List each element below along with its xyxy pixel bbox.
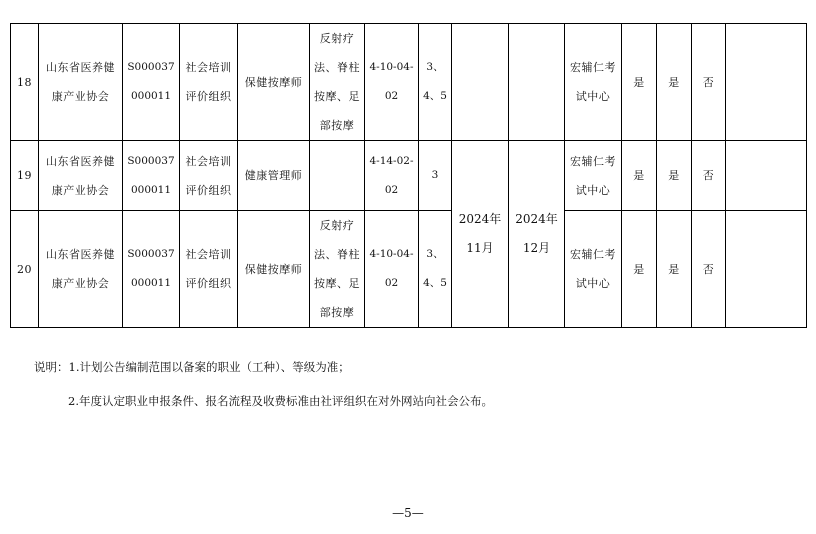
row-number: 20 [11,211,39,328]
occupation-name: 健康管理师 [238,141,310,211]
organization-type: 社会培训评价组织 [180,141,238,211]
remarks-cell [726,24,807,141]
skill-levels: 3、4、5 [419,211,452,328]
occupation-code: 4-10-04-02 [365,24,419,141]
page-number: —5— [392,506,424,520]
flag-b: 是 [657,211,692,328]
flag-a: 是 [622,24,657,141]
flag-a: 是 [622,141,657,211]
occupation-code: 4-14-02-02 [365,141,419,211]
exam-center: 宏辅仁考试中心 [565,211,622,328]
notes-section [34,359,493,409]
organization-type: 社会培训评价组织 [180,211,238,328]
organization-name: 山东省医养健康产业协会 [39,211,123,328]
row-number: 18 [11,24,39,141]
remarks-cell [726,211,807,328]
flag-c: 否 [692,24,726,141]
organization-name: 山东省医养健康产业协会 [39,141,123,211]
exam-center: 宏辅仁考试中心 [565,141,622,211]
date-end-cell [509,24,565,141]
flag-c: 否 [692,211,726,328]
occupation-code: 4-10-04-02 [365,211,419,328]
organization-code: S000037000011 [123,24,180,141]
occupation-specialty: 反射疗法、脊柱按摩、足部按摩 [310,211,365,328]
note-line: 2.年度认定职业申报条件、报名流程及收费标准由社评组织在对外网站向社会公布。 [68,394,493,408]
date-start-merged: 2024年11月 [452,141,509,328]
table-row [11,24,807,141]
occupation-specialty: 反射疗法、脊柱按摩、足部按摩 [310,24,365,141]
table-row [11,141,807,211]
organization-type: 社会培训评价组织 [180,24,238,141]
certification-plan-table [10,23,807,328]
organization-name: 山东省医养健康产业协会 [39,24,123,141]
organization-code: S000037000011 [123,141,180,211]
row-number: 19 [11,141,39,211]
skill-levels: 3、4、5 [419,24,452,141]
occupation-specialty [310,141,365,211]
remarks-cell [726,141,807,211]
date-start-cell [452,24,509,141]
organization-code: S000037000011 [123,211,180,328]
note-line: 说明：1.计划公告编制范围以备案的职业（工种）、等级为准； [34,360,350,374]
flag-b: 是 [657,24,692,141]
flag-a: 是 [622,211,657,328]
occupation-name: 保健按摩师 [238,24,310,141]
flag-c: 否 [692,141,726,211]
occupation-name: 保健按摩师 [238,211,310,328]
skill-levels: 3 [419,141,452,211]
table-row [11,211,807,328]
date-end-merged: 2024年12月 [509,141,565,328]
flag-b: 是 [657,141,692,211]
exam-center: 宏辅仁考试中心 [565,24,622,141]
